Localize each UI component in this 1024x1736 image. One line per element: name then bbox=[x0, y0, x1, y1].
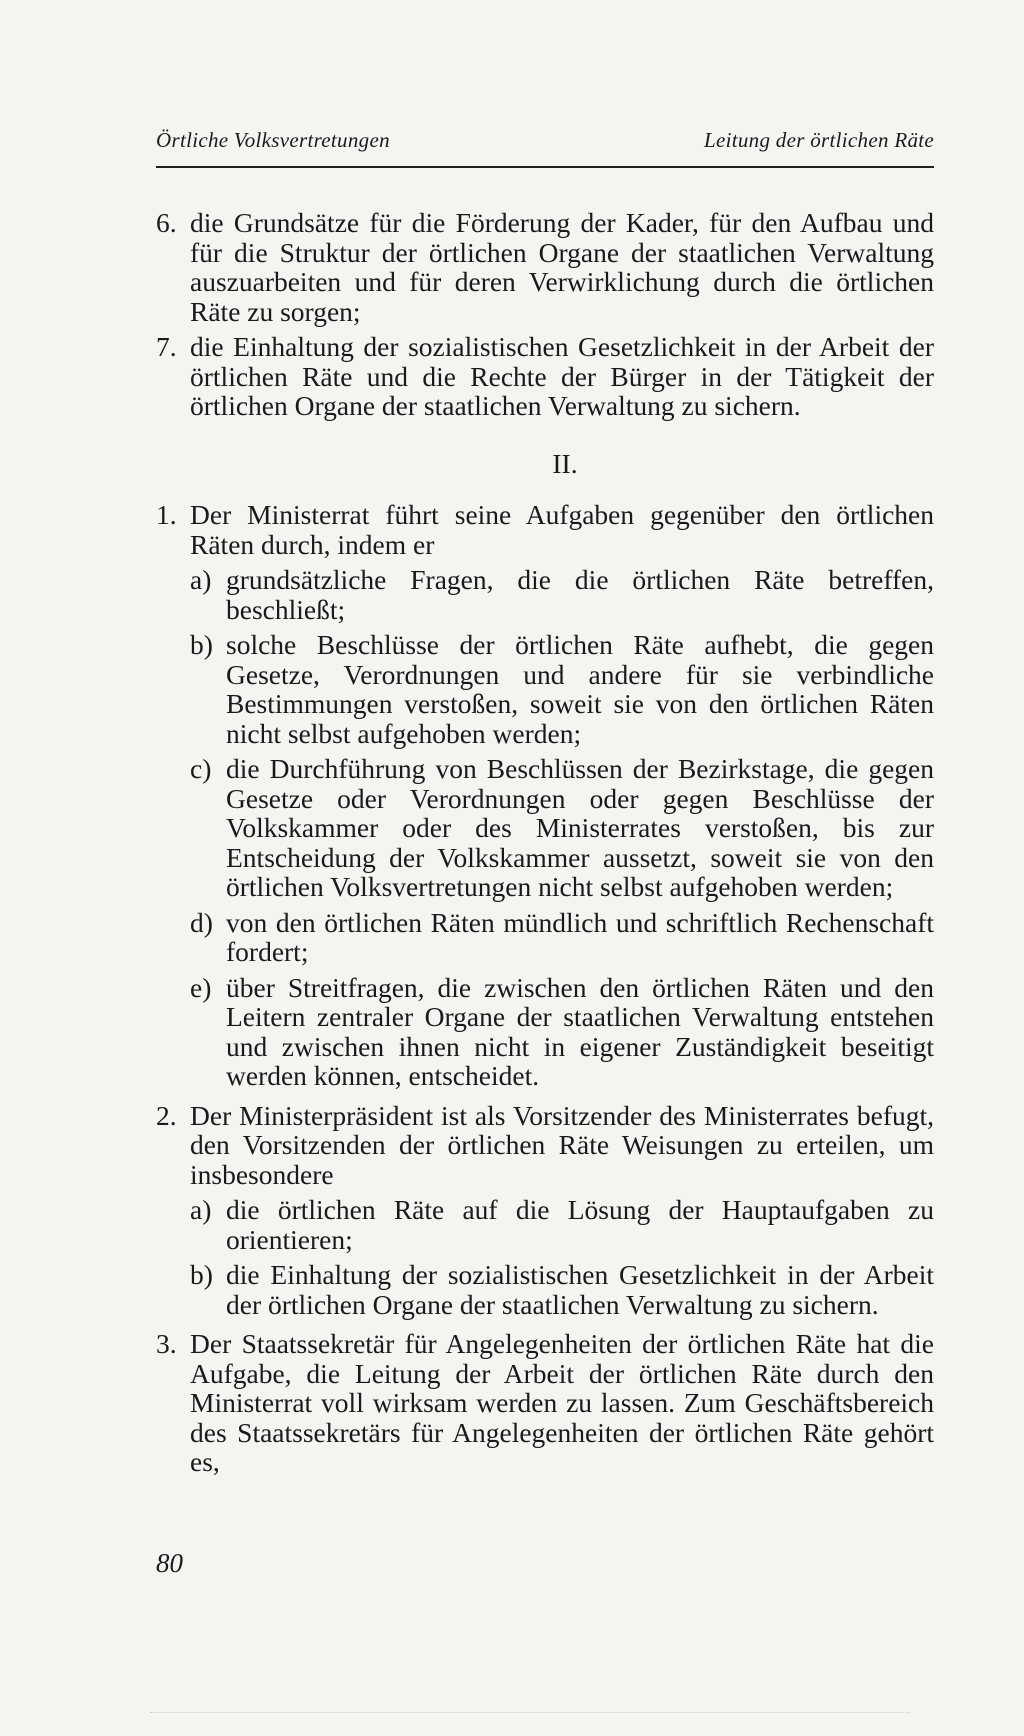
sub-item-text: die Durchführung von Beschlüssen der Bezirkstage, die gegen Gesetze oder Verordnungen oder gegen Beschlüsse der Volkskammer oder des Ministerrates verstoßen, bis zur Entscheidung der Volkskammer aussetzt, soweit sie von den örtlichen Volksvertretungen nicht selbst aufgehoben werden; bbox=[226, 753, 934, 902]
sub-item-d bbox=[156, 908, 934, 967]
sub-item-mark: a) bbox=[190, 564, 212, 595]
sub-item-e bbox=[156, 973, 934, 1091]
list-item-7 bbox=[156, 332, 934, 421]
sub-item-text: die örtlichen Räte auf die Lösung der Hauptaufgaben zu orientieren; bbox=[226, 1194, 934, 1255]
paragraph-text: Der Ministerrat führt seine Aufgaben gegenüber den örtlichen Räten durch, indem er bbox=[190, 499, 934, 560]
sub-item-text: die Einhaltung der sozialistischen Gesetzlichkeit in der Arbeit der örtlichen Organe der staatlichen Verwaltung zu sichern. bbox=[226, 1259, 934, 1320]
paragraph-text: Der Staatssekretär für Angelegenheiten der örtlichen Räte hat die Aufgabe, die Leitung der Arbeit der örtlichen Räte durch den Ministerrat voll wirksam werden zu lassen. Zum Geschäftsbereich des Staatssekretärs für Angelegenheiten der örtlichen Räte gehört es, bbox=[190, 1328, 934, 1477]
header-rule bbox=[156, 166, 934, 168]
item-text: die Grundsätze für die Förderung der Kader, für den Aufbau und für die Struktur der örtlichen Organe der staatlichen Verwaltung auszuarbeiten und für deren Verwirklichung durch die örtlichen Räte zu sorgen; bbox=[190, 207, 934, 327]
running-head-right: Leitung der örtlichen Räte bbox=[703, 128, 934, 152]
sub-item-text: von den örtlichen Räten mündlich und schriftlich Rechenschaft fordert; bbox=[226, 906, 934, 967]
sub-item-a bbox=[156, 565, 934, 624]
paragraph-3 bbox=[156, 1329, 934, 1477]
paragraph-number: 1. bbox=[156, 499, 177, 530]
scan-edge bbox=[150, 1712, 910, 1713]
sub-item-mark: e) bbox=[190, 971, 212, 1003]
item-text: die Einhaltung der sozialistischen Gesetzlichkeit in der Arbeit der örtlichen Räte und die Rechte der Bürger in der Tätigkeit der örtlichen Organe der staatlichen Verwaltung zu sichern. bbox=[190, 331, 934, 421]
sub-item-mark: d) bbox=[190, 906, 213, 938]
page-number: 80 bbox=[156, 1548, 183, 1578]
paragraph-number: 3. bbox=[156, 1328, 177, 1359]
sub-item-mark: a) bbox=[190, 1194, 212, 1225]
sub-item-mark: b) bbox=[190, 1259, 213, 1290]
paragraph-2 bbox=[156, 1101, 934, 1190]
sub-item-b bbox=[156, 630, 934, 748]
body-text bbox=[156, 208, 934, 1477]
paragraph-number: 2. bbox=[156, 1099, 177, 1131]
running-head-left: Örtliche Volksvertretungen bbox=[156, 128, 390, 152]
sub-item-text: grundsätzliche Fragen, die die örtlichen Räte betreffen, beschließt; bbox=[226, 564, 934, 625]
paragraph-1 bbox=[156, 500, 934, 559]
list-item-6 bbox=[156, 208, 934, 326]
sub-item-text: solche Beschlüsse der örtlichen Räte aufhebt, die gegen Gesetze, Verordnungen und andere für sie verbindliche Bestimmungen verstoßen, soweit sie von den örtlichen Räten nicht selbst aufgehoben werden; bbox=[226, 629, 934, 749]
sub-item-b bbox=[156, 1260, 934, 1319]
section-heading: II. bbox=[552, 447, 578, 479]
item-number: 7. bbox=[156, 331, 177, 362]
item-number: 6. bbox=[156, 207, 177, 238]
sub-item-a bbox=[156, 1195, 934, 1254]
sub-item-text: über Streitfragen, die zwischen den örtlichen Räten und den Leitern zentraler Organe der staatlichen Verwaltung entstehen und zwischen ihnen nicht in eigener Zuständigkeit beseitigt werden können, entscheidet. bbox=[226, 971, 934, 1091]
sub-item-c bbox=[156, 754, 934, 902]
sub-item-mark: b) bbox=[190, 629, 213, 660]
sub-item-mark: c) bbox=[190, 753, 212, 784]
paragraph-text: Der Ministerpräsident ist als Vorsitzender des Ministerrates befugt, den Vorsitzenden der örtlichen Räte Weisungen zu erteilen, um insbesondere bbox=[190, 1099, 934, 1190]
